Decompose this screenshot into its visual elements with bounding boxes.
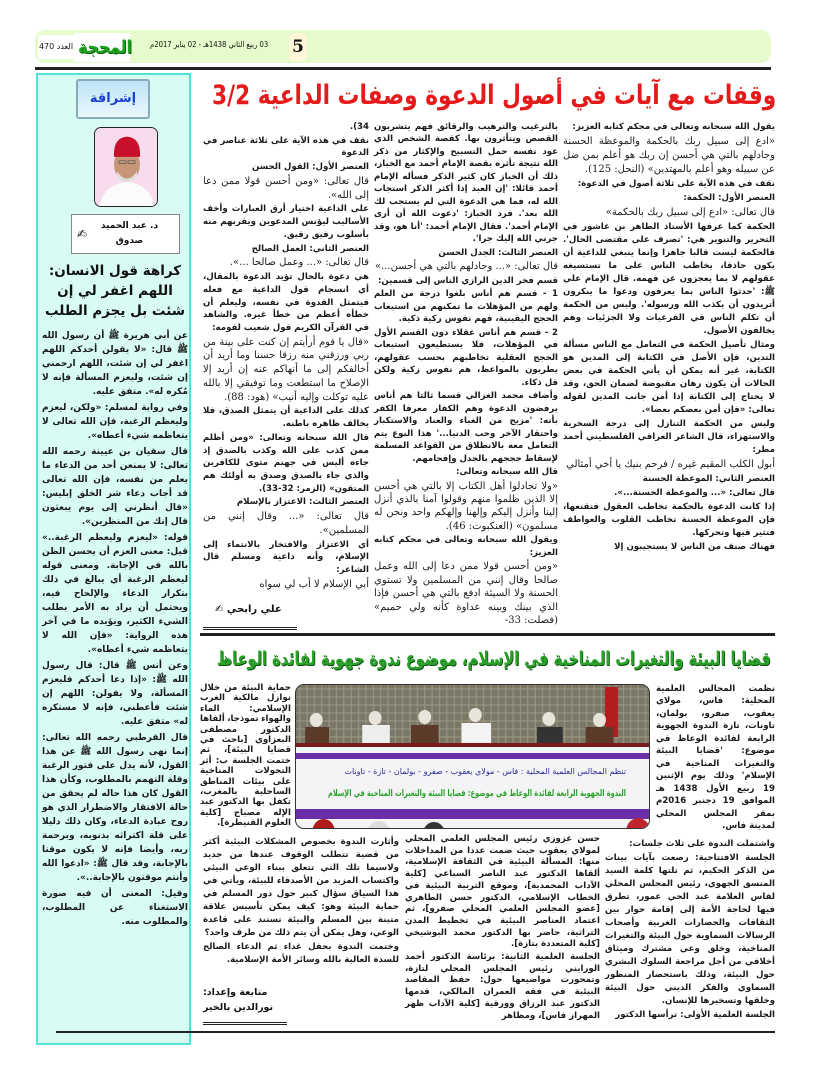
paragraph: أي الاعتزاز والافتخار بالانتماء إلى الإسلام، وأنه داعية ومسلم قال الشاعر: xyxy=(203,539,369,576)
byline-name: نورالدين بالخير xyxy=(203,1002,274,1013)
article2-byline xyxy=(203,985,399,1015)
column-banner-label: إشراقة xyxy=(89,91,137,106)
paragraph: الحكمة كما عرفها الأستاذ الطاهر بن عاشور في التحرير والتنوير هي: 'تصرف على مقتضى الحال'. فالحكمة ليست قالبا جاهزا وإنما ينبغي للداعية أن يكون حاذقا، يخاطب الناس على ما تستسيغه عقولهم لا بما يعجزون عن فهمه. قال الإمام علي ﷺ: 'حدثوا الناس بما يعرفون ودعوا ما ينكرون أتريدون أن يكذب الله ورسوله'. وليس من الحكمة أن تكلم الناس في الفرعيات ولا الجزئيات وهم يخالفون الأصول. xyxy=(563,222,775,336)
pen-icon: ✍ xyxy=(77,227,88,241)
subheading: العنصر الأول: القول الحسن xyxy=(252,162,369,173)
article-divider xyxy=(200,633,775,636)
paragraph: قال سفيان بن عيينة رحمه الله تعالى: لا يمنعن أحد من الدعاء ما يعلم من نفسه، فإن الله تعالى قد أجاب دعاء شر الخلق إبليس: «قال أنظرني إلى يوم يبعثون قال إنك من المنظرين». xyxy=(42,447,188,527)
article1-signature xyxy=(215,604,365,615)
paragraph: قسم فخر الدين الرازي الناس إلى قسمين: xyxy=(377,275,558,286)
issue-number xyxy=(38,35,74,59)
paragraph: الجلسة العلمية الثانية: برئاسة الدكتور أحمد الورايني رئيس المجلس المحلي لتازة، وتمحورت مواضيعها حول: حفظ المقاصد البيئية في فقه العمران المالكي، قدمها الدكتور عبد الرزاق وورقية [كلية الآداب ظهر المهراز فاس]، ومظاهر xyxy=(405,952,600,1021)
article1-column-2 xyxy=(374,121,558,628)
paragraph: نقف في هذه الآية على ثلاثة أصول في الدعوة: xyxy=(577,179,775,189)
paragraph: نقف في هذه الآية على ثلاثة عناصر في الدعوة xyxy=(203,135,369,159)
seminar-panel-image xyxy=(296,685,650,829)
paragraph: الجلسة الافتتاحية: رصعت بآيات بينات من الذكر الحكيم، ثم تلتها كلمة السيد المنسق الجهوي، رئيس المجلس المحلي لفاس العلامة عبد الحي عمور، تطرق فيها لحاجة الأمة إلى إقامة حوار بين الثقافات والحضارات الغربية وأصحاب الرسالات السماوية حول البيئة والتغيرات المناخية، وخلق وعي مشترك وميثاق أخلاقي من أجل مراجعة السلوك البشري حول البيئة، وذلك باستحضار المنظور السماوي والفكر الديني حول البيئة وخلقها وتسخيرها للإنسان. xyxy=(605,853,775,1006)
article2-headline-text: قضايا البيئة والتغيرات المناخية في الإسلام، موضوع ندوة جهوية لفائدة الوعاظ xyxy=(217,648,771,670)
paragraph: واشتملت الندوة على ثلاث جلسات: xyxy=(629,839,775,849)
article2-headline xyxy=(215,645,771,673)
quote: قال تعالى: «... وعمل صالحا ...». xyxy=(229,257,369,269)
paragraph: وفي رواية لمسلم: «ولكن، ليعزم وليعظم الرغبة، فإن الله تعالى لا يتعاظمه شيء أعطاه». xyxy=(42,403,188,441)
issue-number-value: 470 xyxy=(38,42,55,51)
newspaper-logo xyxy=(74,33,130,62)
paragraph: قوله: «ليعزم وليعظم الرغبة..» قيل: معنى العزم أن يحسن الظن بالله في الإجابة. ومعنى قوله ليعظم الرغبة أي يبالغ في ذلك بتكرار الدعاء والإلحاح فيه، ويحتمل أن يراد به الأمر بطلب الشيء الكثير، ويؤيده ما في آخر هذه الرواية: «فإن الله لا يتعاظمه شيء أعطاه». xyxy=(42,533,188,655)
footer-divider xyxy=(56,1031,775,1033)
quote: قال تعالى: «ومن أحسن قولا ممن دعا إلى الله». xyxy=(203,175,369,201)
banner-line-2-box xyxy=(326,785,626,803)
newspaper-logo-text: المحجة xyxy=(77,37,132,58)
paragraph: هي دعوة بالحال تؤيد الدعوة بالمقال، أي انسجام قول الداعية مع فعله فيتمثل القدوة في نفسه، وليعلم أن خطأه أعظم من خطأ غيره. والشاهد في القرآن الكريم قول شعيب لقومه: xyxy=(203,272,369,333)
header-divider xyxy=(35,67,771,70)
article2-beside-left: حماية البيئة من خلال نوازل مالكية الغرب الإسلامي: الماء والهواء نموذجا، ألقاها الدكتور مصطفى البعزاوي [باحث في قضايا البيئة]، ثم ختمت الجلسة ب: أثر التحولات المناخية على بيئات المناطق الساحلية بالمغرب، تكفل بها الدكتور عبد الإله مصباح [كلية العلوم القنيطرة]. xyxy=(200,683,291,829)
paragraph: يقول الله سبحانه وتعالى في محكم كتابه العزيز: xyxy=(572,122,775,132)
issue-label: العدد xyxy=(56,42,74,51)
quote: «ادع إلى سبيل ربك بالحكمة والموعظة الحسنة وجادلهم بالتي هي أحسن إن ربك هو أعلم بمن ضل عن سبيله وهو أعلم بالمهتدين» (النحل: 125). xyxy=(563,136,775,175)
article1-headline-text: وقفات مع آيات في أصول الدعوة وصفات الداعية 3/2 xyxy=(211,80,776,111)
paragraph: كذلك على الداعية أن يتمثل الصدق، فلا يخالف ظاهره باطنه. xyxy=(203,406,369,430)
paragraph: بالترغيب والترهيب والرقائق فهم يتشربون القصص ويتأثرون بها. كقصة الشخص الذي عود نفسه حمل التسبيح والإكثار من ذكر الله نتيجة تأثره بقصة الإمام أحمد مع الخباز، ذلك أن الخباز كان كثير الذكر فسأله الإمام أحمد قائلا: 'إن العبد إذا أكثر الذكر استجاب الله له، فما هي الدعوة التي لم يستجب لك الله بعد'. فرد الخباز: 'دعوت الله أن أرى الإمام أحمد'. فقال الإمام أحمد: 'أنا هو، وقد جرني الله إليك جرا'. xyxy=(374,122,558,245)
sidebar-body xyxy=(42,329,188,931)
article2-column-3 xyxy=(203,836,399,968)
paragraph: قال الله سبحانه وتعالى: «ومن أظلم ممن كذب على الله وكذب بالصدق إذ جاءه أليس في جهنم مثوى للكافرين والذي جاء بالصدق وصدق به أولئك هم المتقون» (الزمر: 32-33). xyxy=(203,432,369,494)
paragraph: حسن عزوزي رئيس المجلس العلمي المحلي لمولاي يعقوب حيث ضمت عددا من المداخلات منها: المسألة البيئية في الثقافة الإسلامية، ألقاها الدكتور عبد الناصر السباعي [كلية الآداب المحمدية]، وموقع التربية البيئية في الخطاب الإسلامي، الدكتور حسن الطاهري [عضو المجلس العلمي المحلي صفرو]، ثم اعتماد العناصر البيئية في تخطيط المدن التراثية، حاضر بها الدكتور محمد البوشيخي [كلية المتعددة بتازة]. xyxy=(405,834,600,950)
quote: أبي الإسلام لا أب لي سواه xyxy=(259,578,369,590)
quote: «قال يا قوم أرأيتم إن كنت على بينة من ربي ورزقني منه رزقا حسنا وما أريد أن أخالفكم إلى ما أنهاكم عنه إن أريد إلا الإصلاح ما استطعت وما توفيقي إلا بالله عليه توكلت وإليه أنيب» (هود: 88). xyxy=(203,336,369,403)
subheading: العنصر الأول: الحكمة: xyxy=(683,193,775,203)
quote: قال تعالى: «... وجادلهم بالتي هي أحسن...» xyxy=(374,261,558,273)
byline-label: متابعة وإعداد: xyxy=(203,987,268,998)
paragraph: فهناك صنف من الناس لا يستجيبون إلا xyxy=(614,542,775,552)
author-photo xyxy=(94,127,158,207)
paragraph: وختمت الندوة بحفل غداء ثم الدعاء الصالح للسدة العالية بالله وسائر الأمة الإسلامية. xyxy=(203,942,399,965)
sidebar-column xyxy=(36,73,191,1045)
quote: قال تعالى: «ادع إلى سبيل ربك بالحكمة» xyxy=(605,207,775,218)
seminar-photo xyxy=(295,684,650,829)
signature-name: علي رابحي xyxy=(226,604,282,615)
paragraph: قال تعالى: «... والموعظة الحسنة...». xyxy=(614,488,775,498)
byline-divider xyxy=(203,1022,287,1025)
paragraph: الجلسة العلمية الأولى: ترأسها الدكتور xyxy=(615,1010,775,1020)
paragraph: 2 - قسم هم أناس عقلاء دون القسم الأول في المؤهلات، فلا يستطيعون استيعاب الحجج العقلية تخاطبهم بحسب عقولهم، يطربون بالمواعظ، هم نفوس زكية ولكن قل ذكاء. xyxy=(374,327,558,388)
paragraph: ومثال تأصيل الحكمة في التعامل مع الناس مسألة التدين، فإن الأصل في الكتابة إلى المدين هو الكتابة، غير أنه يمكن أن يأتي الحكمة في بعض الحالات أن يكون رهان مقبوضة لضمان الحق، وقد لا يحتاج إلى الكتابة إذا أمن جانب المدين لقوله تعالى: «فإن أمن بعضكم بعضا». xyxy=(563,340,775,415)
page-number: 5 xyxy=(289,33,307,61)
subheading: العنصر الثالث: الاعتزاز بالإسلام xyxy=(236,497,369,508)
article2-column-2 xyxy=(405,834,600,1023)
paragraph: وقيل: المعنى أن فيه صورة الاستغناء عن المطلوب، والمطلوب منه. xyxy=(42,889,188,927)
subheading: العنصر الثاني: العمل الصالح xyxy=(251,243,369,254)
subheading: العنصر الثالث: الجدل الحسن xyxy=(438,247,558,258)
paragraph: عن أبي هريرة ﷺ أن رسول الله ﷺ قال: «لا يقولن أحدكم اللهم اغفر لي إن شئت، اللهم ارحمني إن شئت، وليعزم المسألة فإنه لا مُكره له». متفق عليه. xyxy=(42,331,188,397)
issue-date-text: 03 ربيع الثاني 1438هـ - 02 يناير 2017م xyxy=(149,40,268,49)
article2-column-1 xyxy=(605,838,775,1023)
quote: قال تعالى: «... وقال إنني من المسلمين». xyxy=(203,511,369,536)
paragraph: قال الله سبحانه وتعالى: xyxy=(455,467,558,478)
paragraph: قال القرطبي رحمه الله تعالى: إنما نهى رسول الله ﷺ عن هذا القول، لأنه يدل على فتور الرغبة وقلة التهمم بالمطلوب، وكأن هذا القول كان هذا حاله لم يحقق من حالة الافتقار والاضطرار الذي هو روح عبادة الدعاء، وكان ذلك دليلا على قلة اكتراثه بذنوبه، وبرحمة ربه، وأيضا فإنه لا يكون موقنا بالإجابة، وقد قال ﷺ: «ادعوا الله وأنتم موقنون بالإجابة..». xyxy=(42,733,188,883)
quote: أبول الكلب المقيم غيره / فرحم بنيك يا أخي أمثالي xyxy=(566,459,775,470)
author-name-box xyxy=(71,214,180,254)
subheading: العنصر الثاني: الموعظة الحسنة xyxy=(642,474,775,484)
banner-line-1-box xyxy=(326,765,626,779)
signature-divider xyxy=(203,627,297,630)
quote: «ومن أحسن قولا ممن دعا إلى الله وعمل صالحا وقال إنني من المسلمين ولا تستوي الحسنة ولا السيئة ادفع بالتي هي أحسن فإذا الذي بينك وبينه عداوة كأنه ولي حميم» (فصلت: 33- xyxy=(374,561,558,626)
issue-date xyxy=(149,40,278,49)
article1-headline xyxy=(210,76,776,118)
paragraph: على الداعية اختيار أرق العبارات وأخف الأساليب ليؤنس المدعوين ويقربهم منه بأسلوب رفيق رقيق. xyxy=(203,204,369,240)
paragraph: 1 - قسم هم أناس بلغوا درجة من العلم ولهم من المؤهلات ما تمكنهم من استيعاب الحجج اليقينية، فهم نفوس زكية ذكية. xyxy=(374,289,558,325)
article1-column-1 xyxy=(563,121,775,555)
author-name: د. عبد الحميد صدوق xyxy=(100,221,159,246)
author-portrait-icon xyxy=(95,128,158,207)
pen-icon: ✍ xyxy=(215,604,224,615)
quote: «ولا تجادلوا أهل الكتاب إلا بالتي هي أحسن إلا الذين ظلموا منهم وقولوا آمنا بالذي أنزل إلينا وأنزل إليكم وإلهنا وإلهكم واحد ونحن له مسلمون» (العنكبوت: 46). xyxy=(374,480,558,532)
article1-column-3 xyxy=(203,121,369,593)
article2-beside-right: نظمت المجالس العلمية المحلية: فاس، مولاي يعقوب، صفرو، بولمان، تاونات، تازة الندوة الجهوية الرابعة لفائدة الوعاظ في موضوع: 'قضايا البيئة والتغيرات المناخية في الإسلام' وذلك يوم الإثنين 19 ربيع الأول 1438 هـ الموافق 19 دجنبر 2016م بمقر المجلس المحلي لمدينة فاس. xyxy=(656,684,776,832)
paragraph: وليس من الحكمة التنازل إلى درجة السخرية والاستهزاء، قال الشاعر العراقي الفلسطيني أحمد مطر: xyxy=(563,419,775,455)
sidebar-headline: كراهة قول الانسان: اللهم اغفر لي إن شئت بل يجزم الطلب xyxy=(44,263,186,319)
paragraph: ويقول الله سبحانه وتعالى في محكم كتابه العزيز: xyxy=(374,535,558,558)
paragraph: 34). xyxy=(349,122,369,132)
banner-line-1: تنظم المجالس العلمية المحلية : فاس - مولاي يعقوب - صفرو - بولمان - تازة - تاونات xyxy=(344,767,626,776)
paragraph: إذا كانت الدعوة بالحكمة تخاطب العقول فتقنعها، فإن الموعظة الحسنة تخاطب القلوب والعواطف فتثير فيها وتحركها. xyxy=(563,502,775,538)
paragraph: وأثارت الندوة بخصوص المشكلات البيئية أكثر من قضية تتطلب الوقوف عندها من جديد ولاسيما تلك التي تتعلق ببناء الوعي البيئي واكتساب المزيد من الأصدقاء للبيئة، ويأتي في هذا السياق سؤال كبير حول دور المسلم في حماية البيئة وهو: كيف يمكن تأسيس علاقة متينة بين المسلم والبيئة تستند على قاعدة الوعي، وهل يمكن أن يتم ذلك من طرف واحد؟ xyxy=(203,837,399,938)
paragraph: وعن أنس ﷺ قال: قال رسول الله ﷺ: «إذا دعا أحدكم فليعزم المسألة، ولا يقولن: اللهم إن شئت فأعطني، فإنه لا مستكره له» متفق عليه. xyxy=(42,661,188,727)
paragraph: وأضاف محمد الغزالي قسما ثالثا هم أناس يرفضون الدعوة وهم الكفار معرفا الكفر بأنه: 'مزيج من الغباء والعناد والاستكبار واحتقار الآخر وحب الدنيا...' هذا النوع يتم التعامل معه بالانطلاق من القواعد المسلمة لإسقاط حججهم بالجدل وإفحامهم. xyxy=(374,391,558,464)
banner-line-2: الندوة الجهوية الرابعة لفائدة الوعاظ في موضوع: قضايا البيئة والتغيرات المناخية في الإسلام xyxy=(328,789,626,799)
